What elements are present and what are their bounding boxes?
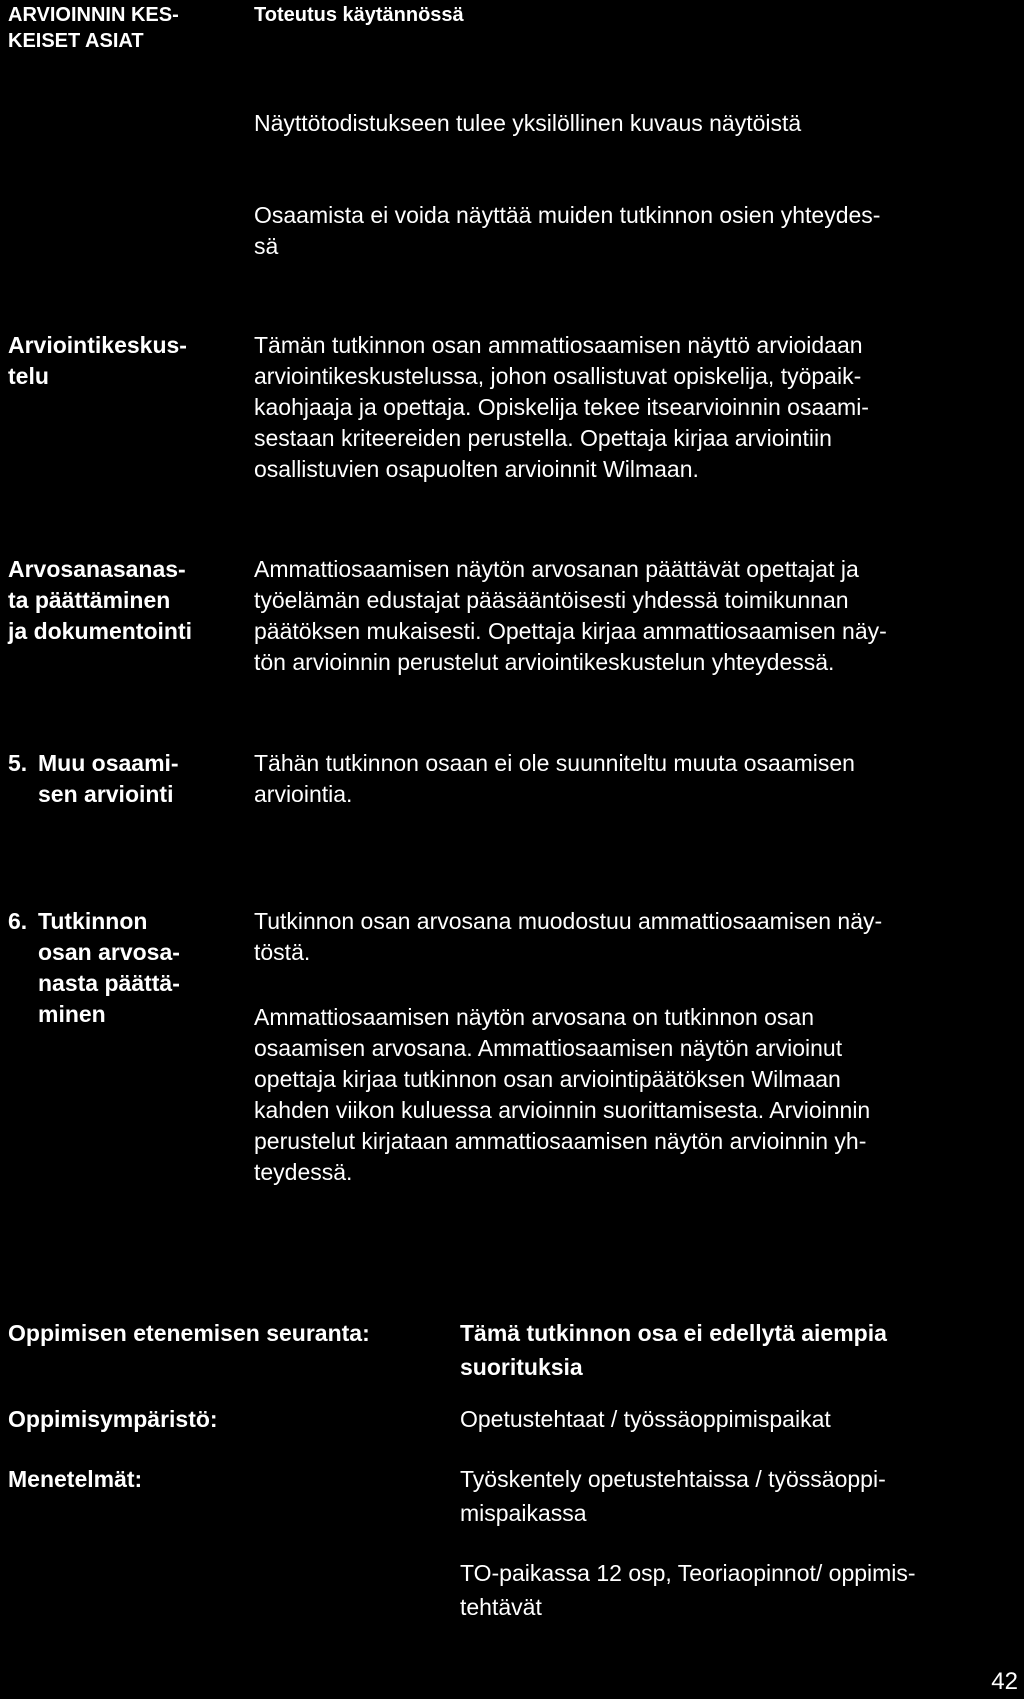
section-text-5	[254, 748, 855, 810]
oppimisymparisto-label: Oppimisympäristö:	[8, 1406, 218, 1432]
column-header-left-line2: KEISET ASIAT	[8, 30, 144, 52]
value-line: mispaikassa	[460, 1500, 587, 1526]
label-line: Arvosanasanas-	[8, 556, 186, 582]
section-number: 6.	[8, 908, 28, 934]
text-line: Tähän tutkinnon osaan ei ole suunniteltu muuta osaamisen	[254, 750, 855, 776]
text-line: osaamisen arvosana. Ammattiosaamisen näytön arvioinut	[254, 1035, 843, 1061]
section-text-6-para1	[254, 906, 882, 968]
section-text-arviointikeskustelu	[254, 330, 869, 485]
label-line	[8, 779, 179, 810]
menetelmat-value	[460, 1462, 886, 1530]
intro-paragraph-2	[254, 200, 880, 262]
value-line: suorituksia	[460, 1354, 583, 1380]
value-line: Tämä tutkinnon osa ei edellytä aiempia	[460, 1320, 887, 1346]
label-line	[8, 748, 179, 779]
value-line: TO-paikassa 12 osp, Teoriaopinnot/ oppimis-	[460, 1560, 916, 1586]
label-text: minen	[38, 1001, 106, 1027]
label-line	[8, 937, 180, 968]
text-line: perustelut kirjataan ammattiosaamisen näytön arvioinnin yh-	[254, 1128, 867, 1154]
text-line: arviointikeskustelussa, johon osallistuvat opiskelija, työpaik-	[254, 363, 862, 389]
section-label-6	[8, 906, 180, 1030]
text-line: osallistuvien osapuolten arvioinnit Wilmaan.	[254, 456, 699, 482]
text-line: Ammattiosaamisen näytön arvosana on tutkinnon osan	[254, 1004, 814, 1030]
section-text-arvosana	[254, 554, 887, 678]
intro-paragraph-2-line1: Osaamista ei voida näyttää muiden tutkinnon osien yhteydes-	[254, 202, 881, 228]
text-line: sestaan kriteereiden perustella. Opettaja kirjaa arviointiin	[254, 425, 832, 451]
seuranta-label: Oppimisen etenemisen seuranta:	[8, 1320, 370, 1346]
text-line: arviointia.	[254, 781, 353, 807]
seuranta-value	[460, 1316, 887, 1384]
intro-paragraph-2-line2: sä	[254, 233, 279, 259]
text-line: työelämän edustajat pääsääntöisesti yhdessä toimikunnan	[254, 587, 849, 613]
intro-paragraph-1: Näyttötodistukseen tulee yksilöllinen kuvaus näytöistä	[254, 110, 802, 136]
label-line: ja dokumentointi	[8, 618, 192, 644]
menetelmat-label: Menetelmät:	[8, 1466, 143, 1492]
text-line: päätöksen mukaisesti. Opettaja kirjaa ammattiosaamisen näy-	[254, 618, 887, 644]
text-line: tön arvioinnin perustelut arviointikeskustelun yhteydessä.	[254, 649, 835, 675]
text-line: Tämän tutkinnon osan ammattiosaamisen näyttö arvioidaan	[254, 332, 863, 358]
section-number: 5.	[8, 750, 28, 776]
text-line: teydessä.	[254, 1159, 353, 1185]
label-line: Arviointikeskus-	[8, 332, 187, 358]
page-number: 42	[991, 1668, 1018, 1695]
label-text: sen arviointi	[38, 781, 174, 807]
text-line: kahden viikon kuluessa arvioinnin suorittamisesta. Arvioinnin	[254, 1097, 871, 1123]
text-line: opettaja kirjaa tutkinnon osan arviointipäätöksen Wilmaan	[254, 1066, 841, 1092]
label-text: osan arvosa-	[38, 939, 180, 965]
label-line	[8, 999, 180, 1030]
label-line	[8, 906, 180, 937]
column-header-left	[8, 2, 179, 54]
section-label-arviointikeskustelu	[8, 330, 187, 392]
label-line	[8, 968, 180, 999]
column-header-right: Toteutus käytännössä	[254, 4, 464, 26]
label-line: ta päättäminen	[8, 587, 171, 613]
label-text: Tutkinnon	[38, 908, 148, 934]
section-text-6-para2	[254, 1002, 870, 1188]
text-line: Ammattiosaamisen näytön arvosanan päättävät opettajat ja	[254, 556, 859, 582]
text-line: töstä.	[254, 939, 311, 965]
text-line: kaohjaaja ja opettaja. Opiskelija tekee itsearvioinnin osaami-	[254, 394, 869, 420]
to-paikka-text	[460, 1556, 916, 1624]
label-text: nasta päättä-	[38, 970, 180, 996]
section-label-5	[8, 748, 179, 810]
label-line: telu	[8, 363, 49, 389]
value-line: Työskentely opetustehtaissa / työssäoppi-	[460, 1466, 886, 1492]
value-line: tehtävät	[460, 1594, 542, 1620]
text-line: Tutkinnon osan arvosana muodostuu ammattiosaamisen näy-	[254, 908, 883, 934]
oppimisymparisto-value: Opetustehtaat / työssäoppimispaikat	[460, 1406, 831, 1432]
section-label-arvosana	[8, 554, 192, 647]
label-text: Muu osaami-	[38, 750, 179, 776]
column-header-left-line1: ARVIOINNIN KES-	[8, 4, 179, 26]
